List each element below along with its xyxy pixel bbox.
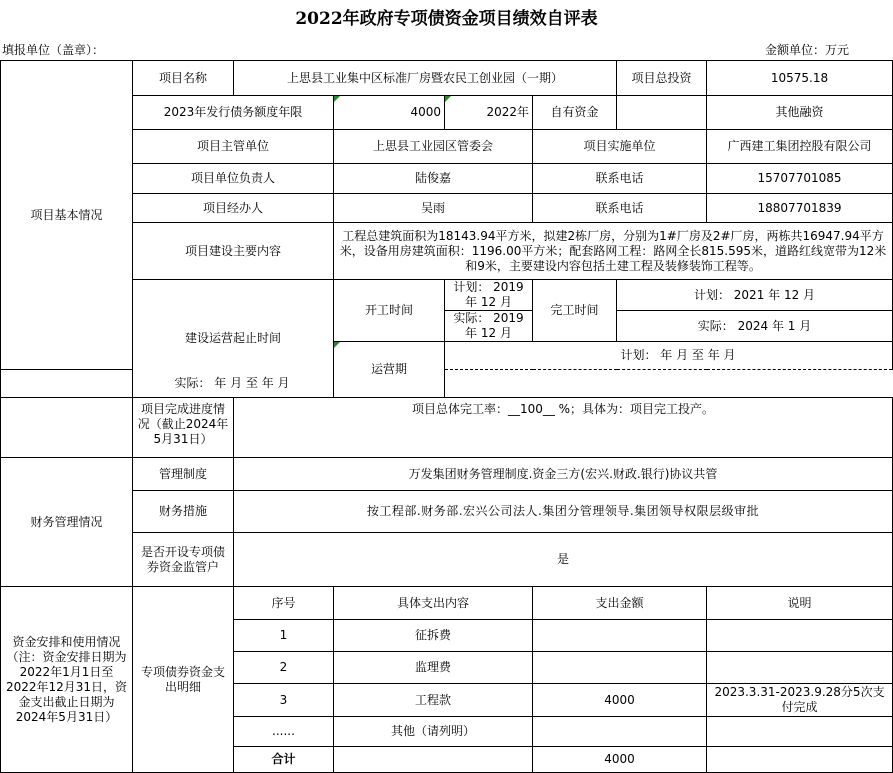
phone-value-1: 15707701085 xyxy=(707,164,893,194)
total-investment-label: 项目总投资 xyxy=(617,61,707,96)
bond-quota-value: 4000 xyxy=(334,96,445,130)
row-note xyxy=(707,620,893,652)
detail-label: 专项债券资金支出明细 xyxy=(133,587,234,773)
col-header-item: 具体支出内容 xyxy=(334,587,533,620)
period-label: 建设运营起止时间 xyxy=(133,280,334,398)
start-plan: 计划： 2019 年 12 月 xyxy=(445,280,533,311)
content-label: 项目建设主要内容 xyxy=(133,223,334,280)
self-evaluation-table xyxy=(0,60,893,773)
manager-value: 陆俊嘉 xyxy=(334,164,533,194)
progress-label: 项目完成进度情况（截止2024年5月31日） xyxy=(133,398,234,458)
content-value: 工程总建筑面积为18143.94平方米，拟建2栋厂房，分别为1#厂房及2#厂房，两栋共16947.94平方米，设备用房建筑面积：1196.00平方米；配套路网工程：路网全长815.595米，道路红线宽带为12米和9米，主要建设内容包括土建工程及装修装饰工程等。 xyxy=(334,223,893,280)
handler-value: 吴雨 xyxy=(334,194,533,223)
row-amount: 4000 xyxy=(533,684,707,717)
start-time-label: 开工时间 xyxy=(334,280,445,342)
basic-section-label: 项目基本情况 xyxy=(1,61,133,370)
row-note xyxy=(707,652,893,684)
amount-unit-label: 金额单位：万元 xyxy=(764,43,849,57)
operation-actual: 实际： 年 月 至 年 月 xyxy=(1,370,445,398)
phone-label-1: 联系电话 xyxy=(533,164,707,194)
row-amount xyxy=(533,652,707,684)
row-note xyxy=(707,717,893,747)
finish-time-label: 完工时间 xyxy=(533,280,617,342)
funds-section-label: 资金安排和使用情况（注：资金安排日期为2022年1月1日至2022年12月31日，资金支出截止日期为2024年5月31日） xyxy=(1,587,133,773)
col-header-amount: 支出金额 xyxy=(533,587,707,620)
measures-value: 按工程部.财务部.宏兴公司法人.集团分管理领导.集团领导权限层级审批 xyxy=(234,491,893,533)
total-label: 合计 xyxy=(234,747,334,773)
manager-label: 项目单位负责人 xyxy=(133,164,334,194)
row-no: 3 xyxy=(234,684,334,717)
total-amount: 4000 xyxy=(533,747,707,773)
phone-value-2: 18807701839 xyxy=(707,194,893,223)
row-note: 2023.3.31-2023.9.28分5次支付完成 xyxy=(707,684,893,717)
row-no: 2 xyxy=(234,652,334,684)
operation-plan: 计划： 年 月 至 年 月 xyxy=(445,342,893,370)
account-label: 是否开设专项债券资金监管户 xyxy=(133,533,234,587)
col-header-note: 说明 xyxy=(707,587,893,620)
bond-quota-label: 2023年发行债务额度年限 xyxy=(133,96,334,130)
implementer-value: 广西建工集团控股有限公司 xyxy=(707,130,893,164)
form-title: 2022年政府专项债资金项目绩效自评表 xyxy=(295,9,598,29)
authority-value: 上思县工业园区管委会 xyxy=(334,130,533,164)
system-value: 万发集团财务管理制度.资金三方(宏兴.财政.银行)协议共管 xyxy=(234,458,893,491)
start-actual: 实际： 2019 年 12 月 xyxy=(445,311,533,342)
finance-section-label: 财务管理情况 xyxy=(1,458,133,587)
measures-label: 财务措施 xyxy=(133,491,234,533)
own-funds-label: 自有资金 xyxy=(533,96,617,130)
row-item: 工程款 xyxy=(334,684,533,717)
operation-label: 运营期 xyxy=(334,342,445,398)
fill-unit-label: 填报单位（盖章）： xyxy=(2,43,105,57)
authority-label: 项目主管单位 xyxy=(133,130,334,164)
row-item: 征拆费 xyxy=(334,620,533,652)
row-no: 1 xyxy=(234,620,334,652)
own-funds-value xyxy=(617,96,707,130)
implementer-label: 项目实施单位 xyxy=(533,130,707,164)
row-amount xyxy=(533,717,707,747)
total-investment-value: 10575.18 xyxy=(707,61,893,96)
row-item: 监理费 xyxy=(334,652,533,684)
row-amount xyxy=(533,620,707,652)
row-no: ...... xyxy=(234,717,334,747)
row-item: 其他（请列明） xyxy=(334,717,533,747)
project-name-label: 项目名称 xyxy=(133,61,234,96)
col-header-no: 序号 xyxy=(234,587,334,620)
system-label: 管理制度 xyxy=(133,458,234,491)
finish-plan: 计划： 2021 年 12 月 xyxy=(617,280,893,311)
year-2022-label: 2022年 xyxy=(445,96,533,130)
account-value: 是 xyxy=(234,533,893,587)
progress-value: 项目总体完工率：__100__ %；具体为：项目完工投产。 xyxy=(234,398,893,458)
finish-actual: 实际： 2024 年 1 月 xyxy=(617,311,893,342)
project-name-value: 上思县工业集中区标准厂房暨农民工创业园（一期） xyxy=(234,61,617,96)
phone-label-2: 联系电话 xyxy=(533,194,707,223)
other-finance-label: 其他融资 xyxy=(707,96,893,130)
handler-label: 项目经办人 xyxy=(133,194,334,223)
